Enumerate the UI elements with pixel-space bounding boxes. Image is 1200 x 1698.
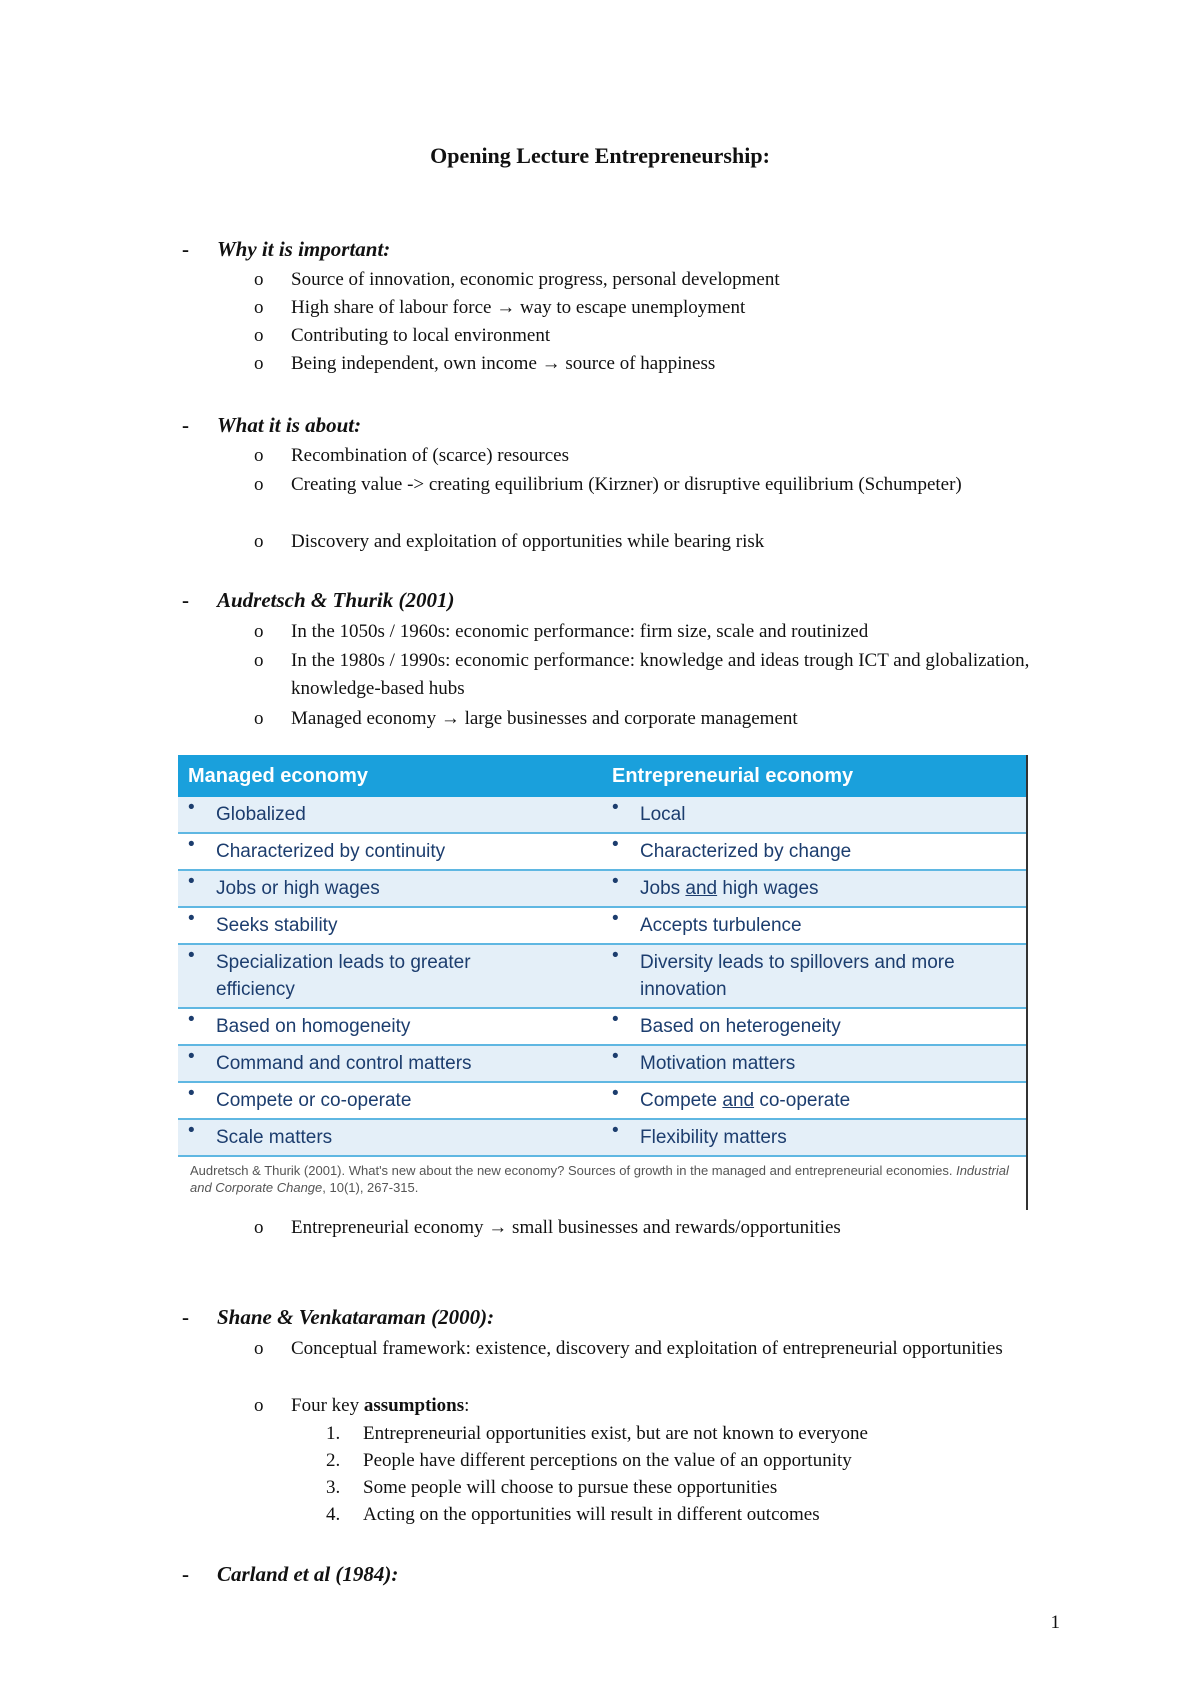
page-number: 1 [1050, 1612, 1060, 1633]
list-item: o Conceptual framework: existence, discovery and exploitation of entrepreneurial opportunities [254, 1335, 1031, 1363]
bullet: • [188, 1120, 195, 1141]
header-managed: Managed economy [188, 764, 369, 787]
dash-bullet: - [182, 588, 189, 612]
economy-comparison-table [178, 755, 1028, 1210]
table-row: • Compete or co-operate • Compete and co-operate [178, 1083, 1026, 1120]
bullet: • [612, 908, 619, 929]
bullet: • [188, 797, 195, 818]
o-bullet: o [254, 531, 264, 552]
list-item: o High share of labour force → way to escape unemployment [254, 294, 1031, 322]
o-bullet: o [254, 621, 264, 642]
numbered-item: 3. Some people will choose to pursue these opportunities [326, 1477, 778, 1498]
section-heading-carland [182, 1562, 398, 1587]
table-row: • Jobs or high wages • Jobs and high wages [178, 871, 1026, 908]
section-heading-what [182, 413, 361, 438]
numbered-item: 1. Entrepreneurial opportunities exist, but are not known to everyone [326, 1423, 868, 1444]
bullet: • [612, 945, 619, 966]
table-row: • Seeks stability • Accepts turbulence [178, 908, 1026, 945]
section-title: Audretsch & Thurik (2001) [217, 588, 455, 612]
table-row: • Characterized by continuity • Characterized by change [178, 834, 1026, 871]
section-heading-why [182, 237, 390, 262]
header-entrepreneurial: Entrepreneurial economy [612, 764, 854, 787]
bullet: • [612, 1009, 619, 1030]
bullet: • [188, 1046, 195, 1067]
section-title: What it is about: [217, 413, 362, 437]
list-item: o In the 1050s / 1960s: economic performance: firm size, scale and routinized [254, 618, 1031, 646]
o-bullet: o [254, 325, 264, 346]
bullet: • [188, 945, 195, 966]
section-title: Shane & Venkataraman (2000): [217, 1305, 495, 1329]
dash-bullet: - [182, 413, 189, 437]
o-bullet: o [254, 297, 264, 318]
list-item: o Managed economy → large businesses and corporate management [254, 705, 1031, 733]
table-row: • Globalized • Local [178, 797, 1026, 834]
o-bullet: o [254, 1395, 264, 1416]
table-row: • Specialization leads to greater efficiency • Diversity leads to spillovers and more innovation [178, 945, 1026, 1009]
o-bullet: o [254, 650, 264, 671]
bullet: • [188, 871, 195, 892]
list-item: o Recombination of (scarce) resources [254, 442, 1031, 470]
o-bullet: o [254, 1338, 264, 1359]
bullet: • [612, 1046, 619, 1067]
table-row: • Based on homogeneity • Based on heterogeneity [178, 1009, 1026, 1046]
list-item: o Contributing to local environment [254, 322, 1031, 350]
table-header [178, 755, 1026, 797]
list-item: o Creating value -> creating equilibrium (Kirzner) or disruptive equilibrium (Schumpeter) [254, 471, 1031, 499]
bullet: • [188, 834, 195, 855]
o-bullet: o [254, 1217, 264, 1238]
list-item: o Discovery and exploitation of opportunities while bearing risk [254, 528, 1031, 556]
list-item: o Entrepreneurial economy → small businesses and rewards/opportunities [254, 1214, 1031, 1242]
section-title: Why it is important: [217, 237, 391, 261]
o-bullet: o [254, 445, 264, 466]
dash-bullet: - [182, 1305, 189, 1329]
o-bullet: o [254, 353, 264, 374]
section-heading-shane [182, 1305, 494, 1330]
page-title: Opening Lecture Entrepreneurship: [430, 143, 770, 168]
table-citation: Audretsch & Thurik (2001). What's new about the new economy? Sources of growth in the managed and entrepreneurial economies. Industrial and Corporate Change, 10(1), 267-315. [190, 1163, 1009, 1195]
bullet: • [612, 1083, 619, 1104]
numbered-item: 4. Acting on the opportunities will result in different outcomes [326, 1504, 820, 1525]
o-bullet: o [254, 474, 264, 495]
table-row: • Command and control matters • Motivation matters [178, 1046, 1026, 1083]
section-heading-audretsch [182, 588, 454, 613]
list-item: o In the 1980s / 1990s: economic performance: knowledge and ideas trough ICT and globalization, knowledge-based hubs [254, 647, 1031, 703]
section-title: Carland et al (1984): [217, 1562, 399, 1586]
bullet: • [612, 871, 619, 892]
numbered-item: 2. People have different perceptions on the value of an opportunity [326, 1450, 852, 1471]
bullet: • [188, 908, 195, 929]
dash-bullet: - [182, 237, 189, 261]
bullet: • [188, 1083, 195, 1104]
bullet: • [612, 797, 619, 818]
list-item: o Source of innovation, economic progress, personal development [254, 266, 1031, 294]
dash-bullet: - [182, 1562, 189, 1586]
table-row: • Scale matters • Flexibility matters [178, 1120, 1026, 1157]
o-bullet: o [254, 269, 264, 290]
o-bullet: o [254, 708, 264, 729]
bullet: • [612, 834, 619, 855]
list-item: o Being independent, own income → source of happiness [254, 350, 1031, 378]
bullet: • [612, 1120, 619, 1141]
list-item: o Four key assumptions: [254, 1392, 1031, 1420]
bullet: • [188, 1009, 195, 1030]
